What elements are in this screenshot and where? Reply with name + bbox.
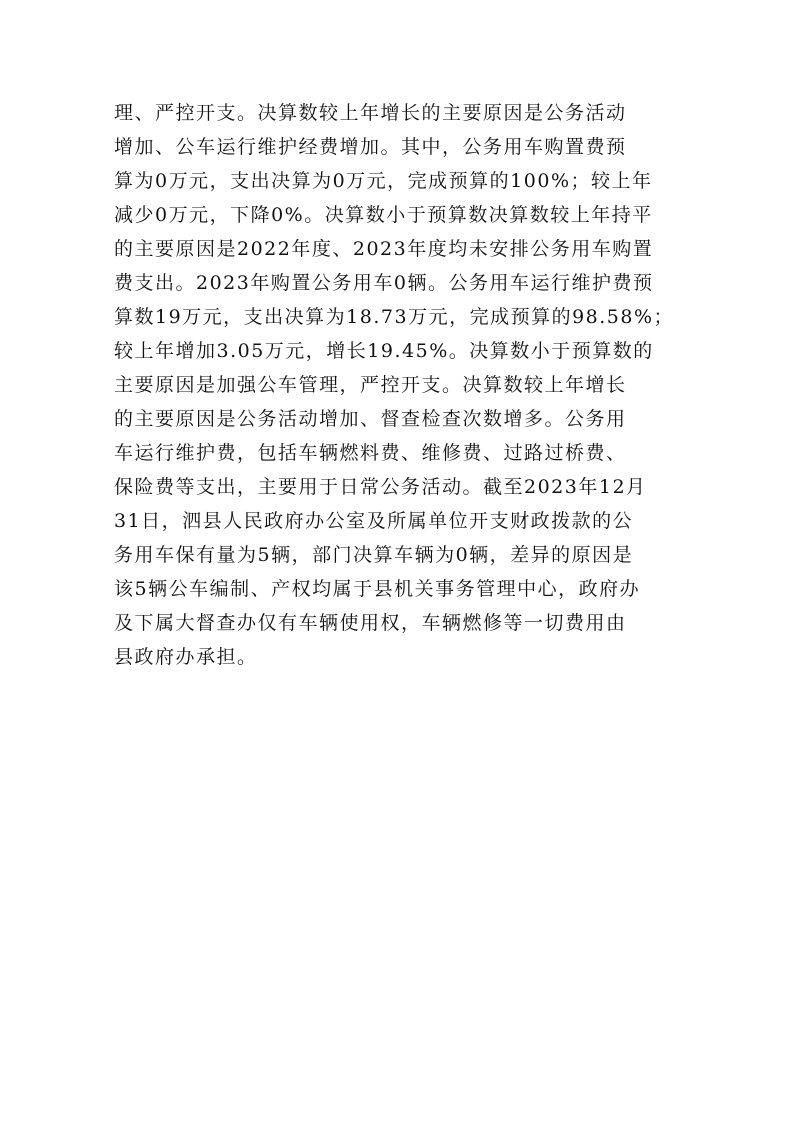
- text-line: 的主要原因是公务活动增加、督查检查次数增多。公务用: [114, 408, 627, 430]
- text-line: 县政府办承担。: [114, 646, 258, 668]
- text-line: 31日，泗县人民政府办公室及所属单位开支财政拨款的公: [114, 510, 634, 532]
- text-line: 算为0万元，支出决算为0万元，完成预算的100%；较上年: [114, 170, 653, 192]
- text-line: 车运行维护费，包括车辆燃料费、维修费、过路过桥费、: [114, 442, 627, 464]
- text-line: 务用车保有量为5辆，部门决算车辆为0辆，差异的原因是: [114, 544, 634, 566]
- text-line: 较上年增加3.05万元，增长19.45%。决算数小于预算数的: [114, 340, 654, 362]
- text-line: 算数19万元，支出决算为18.73万元，完成预算的98.58%；: [114, 306, 675, 328]
- text-line: 主要原因是加强公车管理，严控开支。决算数较上年增长: [114, 374, 627, 396]
- text-line: 增加、公车运行维护经费增加。其中，公务用车购置费预: [114, 136, 627, 158]
- text-line: 的主要原因是2022年度、2023年度均未安排公务用车购置: [114, 238, 654, 260]
- body-paragraph: [114, 96, 688, 674]
- text-line: 减少0万元，下降0%。决算数小于预算数决算数较上年持平: [114, 204, 653, 226]
- text-line: 及下属大督查办仅有车辆使用权，车辆燃修等一切费用由: [114, 612, 627, 634]
- text-line: 理、严控开支。决算数较上年增长的主要原因是公务活动: [114, 102, 627, 124]
- text-line: 保险费等支出，主要用于日常公务活动。截至2023年12月: [114, 476, 647, 498]
- text-line: 该5辆公车编制、产权均属于县机关事务管理中心，政府办: [114, 578, 641, 600]
- text-line: 费支出。2023年购置公务用车0辆。公务用车运行维护费预: [114, 272, 654, 294]
